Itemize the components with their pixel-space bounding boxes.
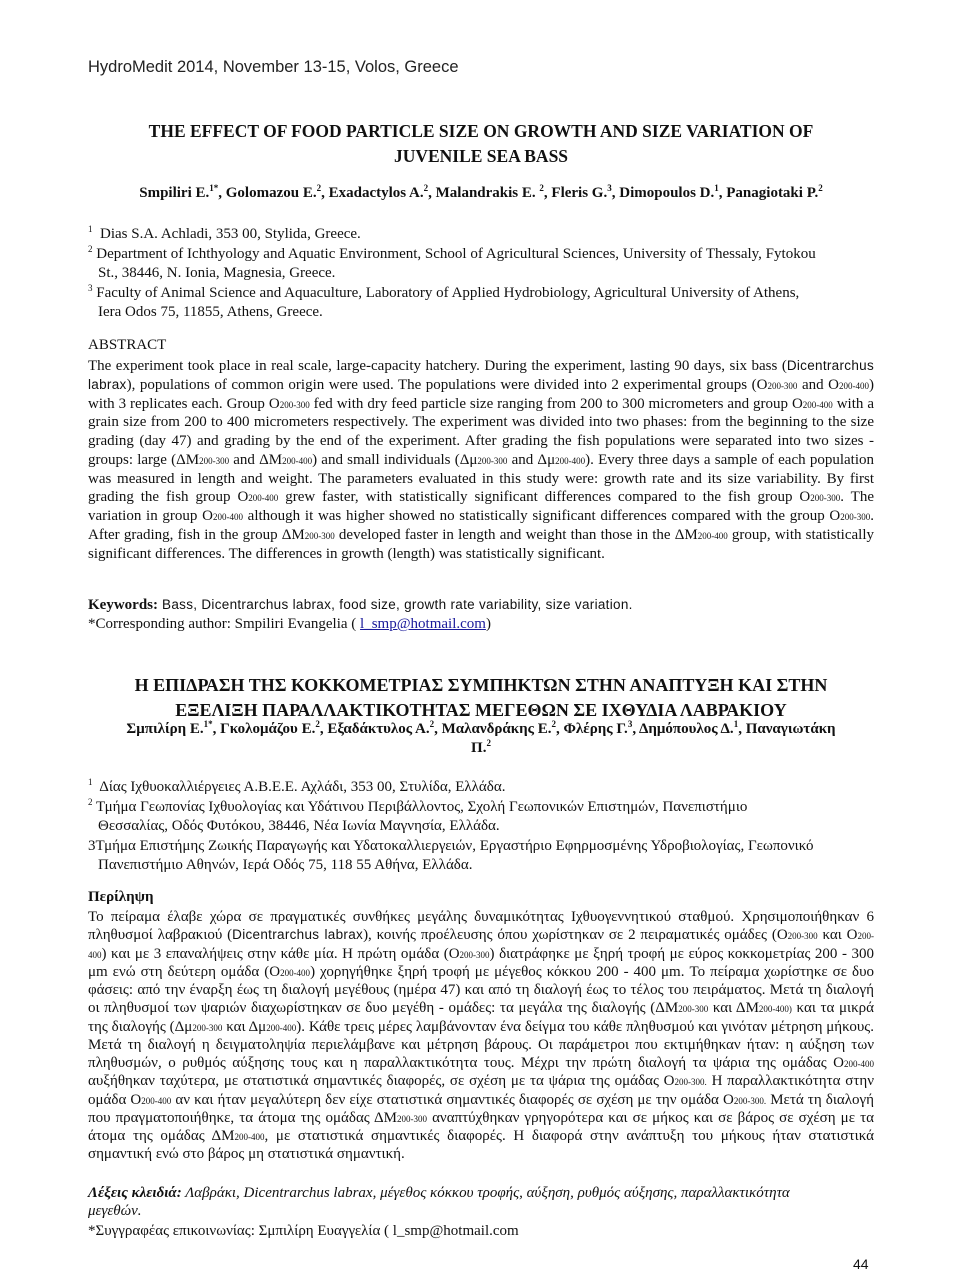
paper-title-en [88, 119, 874, 169]
author-name: Smpiliri E. [139, 185, 210, 201]
affiliation-gr-2: $^2$ Τμήμα Γεωπονίας Ιχθυολογίας και Υδάτινου Περιβάλλοντος, Σχολή Γεωπονικών Επιστημών, Πανεπιστήμιο [88, 796, 748, 815]
title-line-1: THE EFFECT OF FOOD PARTICLE SIZE ON GROWTH AND SIZE VARIATION OF [148, 121, 814, 141]
affiliation-3: $^3$ Faculty of Animal Science and Aquaculture, Laboratory of Applied Hydrobiology, Agricultural University of Athens, [88, 282, 800, 301]
abstract-body-en: The experiment took place in real scale, large-capacity hatchery. During the experiment, lasting 90 days, six bass (Dicentrarchus labrax), populations of common origin were used. The populations were divided into 2 experimental groups (O200-300 and O200-400) with 3 replicates each. Group O200-300 fed with dry feed particle size ranging from 200 to 300 micrometers and group O200-400 with a grain size from 200 to 400 micrometers respectively. The experiment was divided into two phases: from the beginning to the size grading (day 47) and grading by the end of the experiment. After grading the fish populations were separated into two sizes - groups: large (ΔM200-300 and ΔM200-400) and small individuals (Δμ200-300 and Δμ200-400). Every three days a sample of each population was measured in length and weight. The parameters evaluated in this study were: growth rate and its size variability. By first grading the fish group O200-400 grew faster, with statistically significant differences compared to the fish group O200-300. The variation in group O200-400 although it was higher showed no statistically significant differences compared with the group O200-300. After grading, fish in the group ΔM200-300 developed faster in length and weight than those in the ΔM200-400 group, with statistically significant differences. The differences in growth (length) was statistically significant. [88, 358, 875, 562]
affiliation-gr-3: 3Τμήμα Επιστήμης Ζωικής Παραγωγής και Υδατοκαλλιεργειών, Εργαστήριο Εφηρμοσμένης Υδροβιολογίας, Γεωπονικό [88, 837, 814, 854]
conference-header: HydroMedit 2014, November 13-15, Volos, Greece [88, 58, 459, 76]
affiliation-gr-1: $^1$ Δίας Ιχθυοκαλλιέργειες Α.Β.Ε.Ε. Αχλάδι, 353 00, Στυλίδα, Ελλάδα. [88, 777, 506, 795]
keywords-en: Keywords: Bass, Dicentrarchus labrax, food size, growth rate variability, size variation. [88, 597, 633, 613]
abstract-body-gr: Το πείραμα έλαβε χώρα σε πραγματικές συνθήκες μεγάλης δυναμικότητας Ιχθυογεννητικού σταθμού. Χρησιμοποιήθηκαν 6 πληθυσμοί λαβρακιού (Dicentrarchus labrax), κοινής προέλευσης όπου χωρίστηκαν σε 2 πειραματικές ομάδες (O200-300 και O200-400) και με 3 επαναλήψεις στην κάθε μία. Η πρώτη ομάδα (O200-300) διατράφηκε με ξηρή τροφή με εύρος κοκκομετρίας 200 - 300 μm ενώ στη δεύτερη ομάδα (O200-400) χορηγήθηκε ξηρή τροφή με μέγεθος κόκκου 200 - 400 μm. Το πείραμα χωρίστηκε σε δυο φάσεις: από την έναρξη έως τη διαλογή μεγέθους (ημέρα 47) και από τη διαλογή έως το τέλος του πειράματος. Μετά τη διαλογή οι πληθυσμοί των ψαριών διαχωρίστηκαν σε δυο μεγέθη - ομάδες: τα μεγάλα της διαλογής (ΔM200-300 και ΔM200-400) και τα μικρά της διαλογής (Δμ200-300 και Δμ200-400). Κάθε τρεις μέρες λαμβάνονταν ένα δείγμα του κάθε πληθυσμού και γινόταν μέτρηση μήκους. Μετά τη διαλογή η δειγματοληψία περιελάμβανε και μέτρηση βάρους. Οι παράμετροι που εκτιμήθηκαν ήταν: η αύξηση των πληθυσμών, ο ρυθμός αύξησης τους και η παραλλακτικότητα τους. Μέχρι την πρώτη διαλογή τα ψάρια της ομάδας O200-400 αυξήθηκαν ταχύτερα, με στατιστικά σημαντικές διαφορές, σε σχέση με τα ψάρια της ομάδας O200-300. Η παραλλακτικότητα στην ομάδα O200-400 αν και ήταν μεγαλύτερη δεν είχε στατιστικά σημαντικές διαφορές σε σχέση με την ομάδα O200-300. Μετά τη διαλογή που πραγματοποιήθηκε, τα άτομα της ομάδας ΔM200-300 αναπτύχθηκαν γρηγορότερα και σε μήκος και σε βάρος σε σχέση με τα άτομα της ομάδας ΔM200-400, με στατιστικά σημαντικές διαφορές. Η διαφορά στην ανάπτυξη του μήκους ήταν στατιστικά σημαντική ενώ στο βάρος μη στατιστικά σημαντική. [88, 909, 875, 1163]
email-link[interactable]: l_smp@hotmail.com [360, 616, 486, 632]
affiliation-2: $^2$ Department of Ichthyology and Aquatic Environment, School of Agricultural Sciences, University of Thessaly, Fytokou [88, 243, 816, 262]
author-list-en: Smpiliri E.$^{1*}$, Golomazou E.$^2$, Exadactylos A.$^2$, Malandrakis E. $^2$, Fleris G.$^3$, Dimopoulos D.$^1$, Panagiotaki P.$^2$ [139, 183, 823, 201]
author-list-gr: Σμπιλίρη Ε.$^{1*}$, Γκολομάζου Ε.$^2$, Εξαδάκτυλος Α.$^2$, Μαλανδράκης Ε.$^2$, Φλέρης Γ.$^3$, Δημόπουλος Δ.$^1$, Παναγιωτάκη Π.$^2$ [126, 719, 836, 756]
abstract-heading-gr: Περίληψη [88, 889, 154, 905]
paper-title-gr: Η ΕΠΙΔΡΑΣΗ ΤΗΣ ΚΟΚΚΟΜΕΤΡΙΑΣ ΣΥΜΠΗΚΤΩΝ ΣΤΗΝ ΑΝΑΠΤΥΞΗ ΚΑΙ ΣΤΗΝ ΕΞΕΛΙΞΗ ΠΑΡΑΛΛΑΚΤΙΚΟΤΗΤΑΣ ΜΕΓΕΘΩΝ ΣΕ ΙΧΘΥΔΙΑ ΛΑΒΡΑΚΙΟΥ [134, 675, 828, 720]
corresponding-author-en: *Corresponding author: Smpiliri Evangelia ( l_smp@hotmail.com) [88, 616, 491, 632]
corresponding-author-gr: *Συγγραφέας επικοινωνίας: Σμπιλίρη Ευαγγελία ( l_smp@hotmail.com [88, 1223, 519, 1239]
affiliations-gr: $^1$ Δίας Ιχθυοκαλλιέργειες Α.Β.Ε.Ε. Αχλάδι, 353 00, Στυλίδα, Ελλάδα. $^2$ Τμήμα Γεωπονίας Ιχθυολογίας και Υδάτινου Περιβάλλοντος, Σχολή Γεωπονικών Επιστημών, Πανεπιστήμιο Θεσσαλίας, Οδός Φυτόκου, 38446, Νέα Ιωνία Μαγνησία, Ελλάδα. 3Τμήμα Επιστήμης Ζωικής Παραγωγής και Υδατοκαλλιεργειών, Εργαστήριο Εφηρμοσμένης Υδροβιολογίας, Γεωπονικό Πανεπιστήμιο Αθηνών, Ιερά Οδός 75, 118 55 Αθήνα, Ελλάδα. [88, 778, 878, 876]
page-number: 44 [853, 1256, 869, 1272]
affiliations-en: $^1$ Dias S.A. Achladi, 353 00, Stylida, Greece. $^2$ Department of Ichthyology and Aquatic Environment, School of Agricultural Sciences, University of Thessaly, Fytokou St., 38446, N. Ionia, Magnesia, Greece. $^3$ Faculty of Animal Science and Aquaculture, Laboratory of Applied Hydrobiology, Agricultural University of Athens, Iera Odos 75, 11855, Athens, Greece. [88, 225, 878, 323]
keywords-gr: Λέξεις κλειδιά: Λαβράκι, Dicentrarchus labrax, μέγεθος κόκκου τροφής, αύξηση, ρυθμός αύξησης, παραλλακτικότητα [88, 1185, 790, 1201]
abstract-heading-en: ABSTRACT [88, 337, 167, 353]
affiliation-1: $^1$ Dias S.A. Achladi, 353 00, Stylida, Greece. [88, 224, 361, 242]
title-line-2: JUVENILE SEA BASS [393, 146, 569, 166]
